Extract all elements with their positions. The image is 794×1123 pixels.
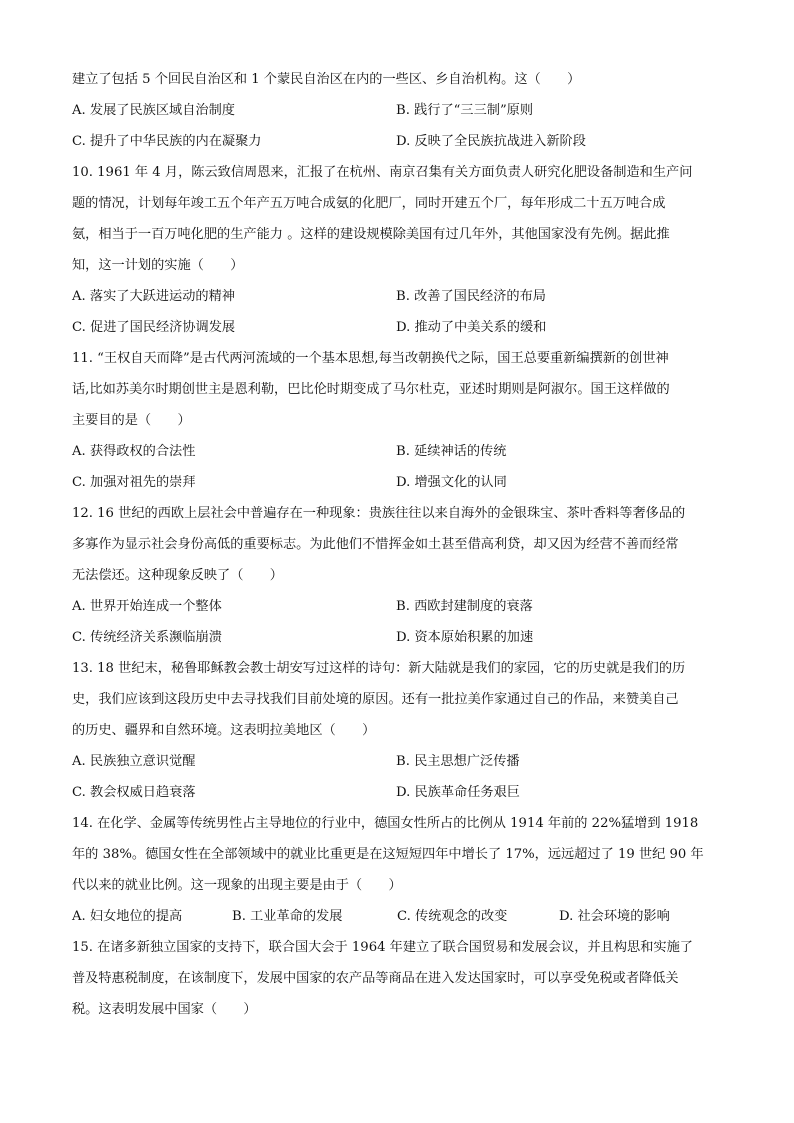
question-stem-line: 主要目的是（ ） [72,413,191,428]
option-d[interactable]: D. 民族革命任务艰巨 [396,785,520,800]
question-stem-line: 题的情况，计划每年竣工五个年产五万吨合成氨的化肥厂，同时开建五个厂，每年形成二十五万吨合成 [72,196,666,211]
question-stem-line: 14. 在化学、金属等传统男性占主导地位的行业中，德国女性所占的比例从 1914 年前的 22%猛增到 1918 [72,816,699,831]
options-row [72,312,722,343]
question-15 [72,932,722,1025]
question-stem-line: 代以来的就业比例。这一现象的出现主要是由于（ ） [72,878,402,893]
option-a[interactable]: A. 落实了大跃进运动的精神 [72,289,235,304]
question-stem-line: 建立了包括 5 个回民自治区和 1 个蒙民自治区在内的一些区、乡自治机构。这（ ） [72,72,581,87]
options-row [72,436,722,467]
options-row [72,591,722,622]
question-stem-line: 15. 在诸多新独立国家的支持下，联合国大会于 1964 年建立了联合国贸易和发展会议，并且构思和实施了 [72,940,693,955]
option-c[interactable]: C. 提升了中华民族的内在凝聚力 [72,134,262,149]
question-stem-line: 知，这一计划的实施（ ） [72,258,244,273]
option-b[interactable]: B. 践行了“三三制”原则 [396,103,534,118]
question-stem-line: 税。这表明发展中国家（ ） [72,1002,257,1017]
question-stem-line: 10. 1961 年 4 月，陈云致信周恩来，汇报了在杭州、南京召集有关方面负责人研究化肥设备制造和生产问 [72,165,693,180]
option-a[interactable]: A. 获得政权的合法性 [72,444,196,459]
option-c[interactable]: C. 教会权威日趋衰落 [72,785,196,800]
question-list [72,64,722,1025]
options-row [72,777,722,808]
options-row [72,95,722,126]
options-row [72,467,722,498]
option-d[interactable]: D. 反映了全民族抗战进入新阶段 [396,134,586,149]
option-b[interactable]: B. 民主思想广泛传播 [396,754,520,769]
question-stem-line: 多寡作为显示社会身份高低的重要标志。为此他们不惜挥金如土甚至借高利贷，却又因为经营不善而经常 [72,537,679,552]
question-stem-line: 12. 16 世纪的西欧上层社会中普遍存在一种现象：贵族往往以来自海外的金银珠宝、茶叶香料等奢侈品的 [72,506,686,521]
options-row [72,622,722,653]
question-stem-line: 13. 18 世纪末，秘鲁耶稣教会教士胡安写过这样的诗句：新大陆就是我们的家园，它的历史就是我们的历 [72,661,686,676]
option-b[interactable]: B. 西欧封建制度的衰落 [396,599,533,614]
option-b[interactable]: B. 延续神话的传统 [396,444,507,459]
options-row [72,746,722,777]
question-13 [72,653,722,808]
option-d[interactable]: D. 社会环境的影响 [559,909,670,924]
option-a[interactable]: A. 世界开始连成一个整体 [72,599,222,614]
option-b[interactable]: B. 工业革命的发展 [232,909,343,924]
option-c[interactable]: C. 促进了国民经济协调发展 [72,320,236,335]
question-stem-line: 的历史、疆界和自然环境。这表明拉美地区（ ） [72,723,376,738]
question-stem-line: 普及特惠税制度，在该制度下，发展中国家的农产品等商品在进入发达国家时，可以享受免税或者降低关 [72,971,679,986]
question-11 [72,343,722,498]
option-c[interactable]: C. 传统观念的改变 [397,909,508,924]
question-stem-line: 话,比如苏美尔时期创世主是恩利勒，巴比伦时期变成了马尔杜克，亚述时期则是阿淑尔。国王这样做的 [72,382,670,397]
question-stem-line: 氨，相当于一百万吨化肥的生产能力 。这样的建设规模除美国有过几年外，其他国家没有先例。据此推 [72,227,670,242]
option-b[interactable]: B. 改善了国民经济的布局 [396,289,546,304]
question-stem-line: 无法偿还。这种现象反映了（ ） [72,568,283,583]
option-d[interactable]: D. 增强文化的认同 [396,475,507,490]
option-a[interactable]: A. 妇女地位的提高 [72,909,183,924]
question-10 [72,157,722,343]
option-a[interactable]: A. 民族独立意识觉醒 [72,754,196,769]
question-12 [72,498,722,653]
question-stem-line: 11. “王权自天而降”是古代两河流域的一个基本思想,每当改朝换代之际，国王总要重新编撰新的创世神 [72,351,669,366]
option-c[interactable]: C. 加强对祖先的崇拜 [72,475,196,490]
option-a[interactable]: A. 发展了民族区域自治制度 [72,103,235,118]
options-row [72,901,722,932]
question-stem-line: 史，我们应该到这段历史中去寻找我们目前处境的原因。还有一批拉美作家通过自己的作品，来赞美自己 [72,692,679,707]
option-c[interactable]: C. 传统经济关系濒临崩溃 [72,630,222,645]
question-9 [72,64,722,157]
option-d[interactable]: D. 推动了中美关系的缓和 [396,320,547,335]
option-d[interactable]: D. 资本原始积累的加速 [396,630,534,645]
options-row [72,126,722,157]
question-stem-line: 年的 38%。德国女性在全部领域中的就业比重更是在这短短四年中增长了 17%，远远超过了 19 世纪 90 年 [72,847,704,862]
question-14 [72,808,722,932]
options-row [72,281,722,312]
